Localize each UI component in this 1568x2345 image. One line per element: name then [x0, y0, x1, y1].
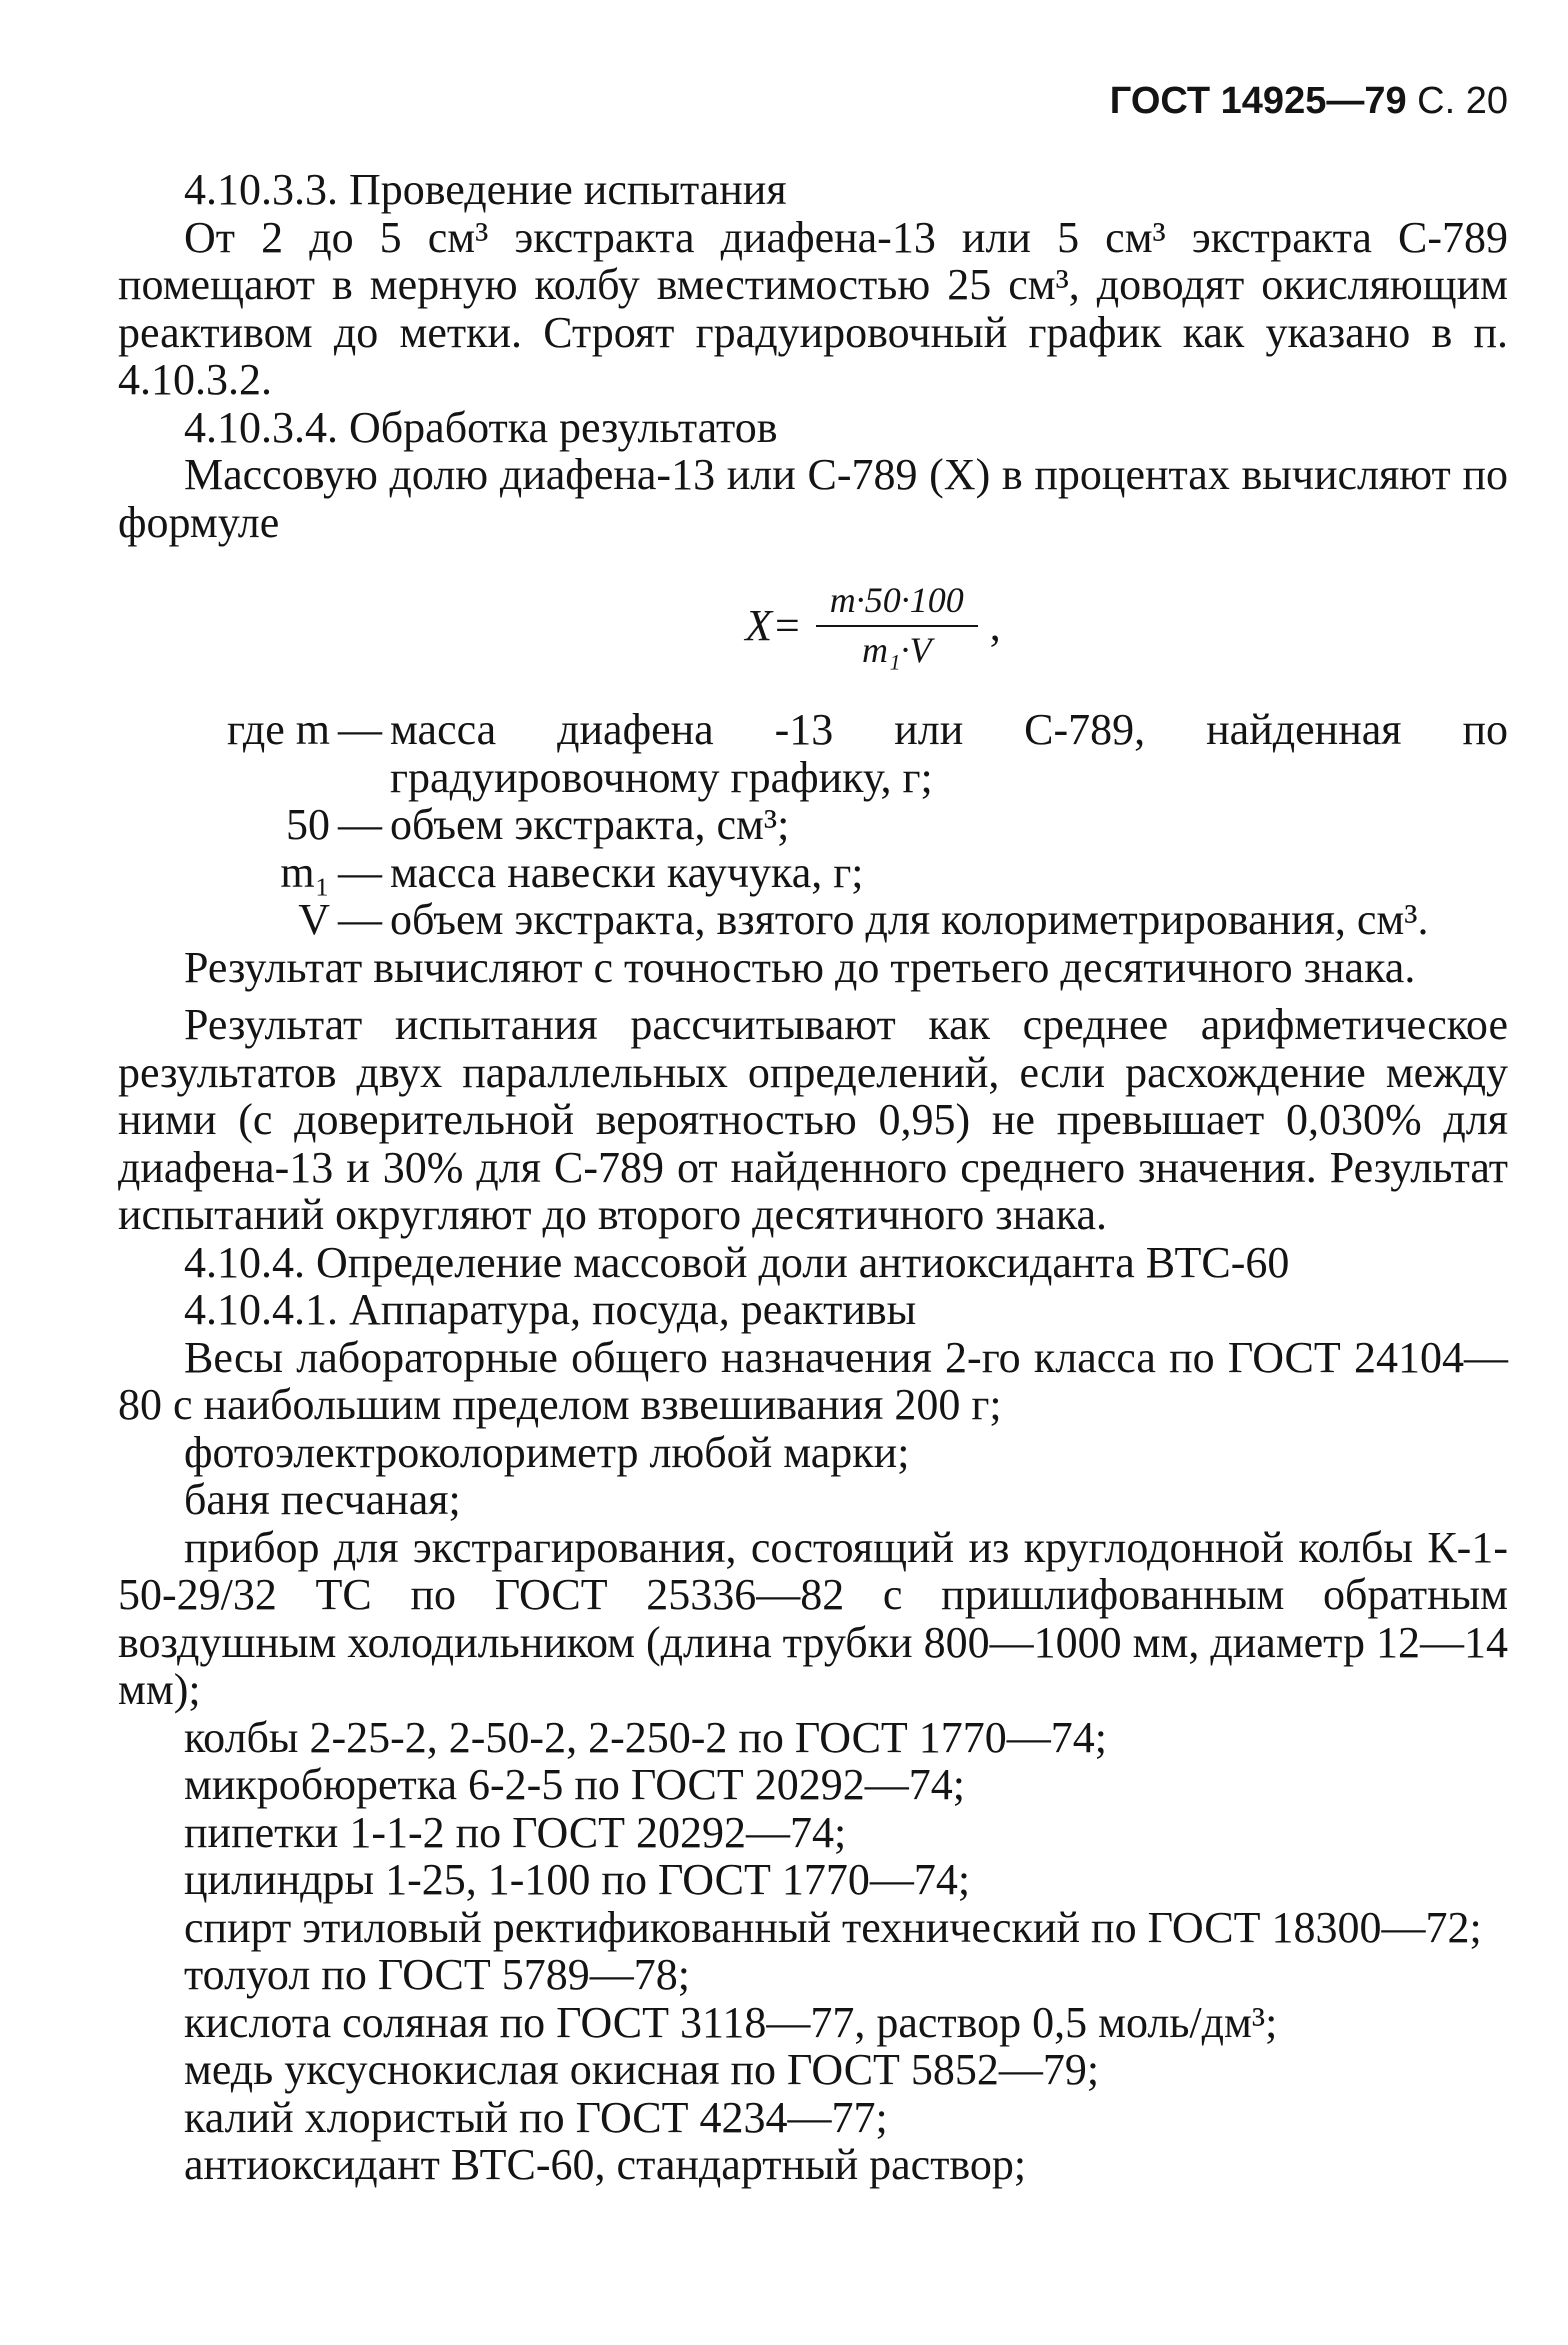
paragraph-formula-intro: Массовую долю диафена-13 или С-789 (X) в процентах вычисляют по формуле: [118, 450, 1508, 547]
formula-numerator: m·50·100: [816, 581, 978, 627]
document-body: [118, 166, 1508, 2189]
formula-comma: ,: [989, 601, 1001, 651]
list-item: баня песчаная;: [184, 1475, 461, 1524]
list-item: микробюретка 6-2-5 по ГОСТ 20292—74;: [184, 1760, 965, 1809]
definition-term: 50: [286, 800, 330, 849]
formula-denominator: m₁·V: [862, 630, 932, 670]
definition-row: [118, 801, 1508, 849]
section-heading-4-10-4-1: 4.10.4.1. Аппаратура, посуда, реактивы: [184, 1285, 917, 1334]
formula-lhs: X=: [745, 601, 802, 651]
list-item: Весы лабораторные общего назначения 2-го класса по ГОСТ 24104—80 с наибольшим пределом взвешивания 200 г;: [118, 1332, 1508, 1429]
definition-dash: —: [338, 847, 382, 897]
page-number: С. 20: [1417, 80, 1508, 122]
list-item: прибор для экстрагирования, состоящий из круглодонной колбы К-1-50-29/32 ТС по ГОСТ 25336—82 с пришлифованным обратным воздушным холодильником (длина трубки 800—1000 мм, диаметр 12—14 мм);: [118, 1522, 1508, 1714]
list-item: спирт этиловый ректификованный технический по ГОСТ 18300—72;: [184, 1902, 1482, 1952]
mass-fraction-formula: [238, 576, 1508, 676]
definition-desc: объем экстракта, взятого для колориметрирования, см³.: [390, 895, 1429, 944]
definition-term: m₁: [280, 847, 330, 897]
list-item: пипетки 1-1-2 по ГОСТ 20292—74;: [184, 1807, 847, 1857]
section-heading-4-10-3-3: 4.10.3.3. Проведение испытания: [184, 165, 787, 214]
list-item: кислота соляная по ГОСТ 3118—77, раствор 0,5 моль/дм³;: [184, 1997, 1278, 2047]
list-item: антиоксидант ВТС-60, стандартный раствор;: [184, 2140, 1027, 2189]
paragraph-precision: Результат вычисляют с точностью до третьего десятичного знака.: [184, 942, 1416, 992]
list-item: цилиндры 1-25, 1-100 по ГОСТ 1770—74;: [184, 1855, 971, 1904]
standard-code: ГОСТ 14925—79: [1109, 80, 1407, 122]
paragraph-test-procedure: От 2 до 5 см³ экстракта диафена-13 или 5 см³ экстракта С-789 помещают в мерную колбу вместимостью 25 см³, доводят окисляющим реактивом до метки. Строят градуировочный график как указано в п. 4.10.3.2.: [118, 212, 1508, 404]
list-item: толуол по ГОСТ 5789—78;: [184, 1950, 690, 1999]
page-header: [118, 82, 1508, 120]
list-item: колбы 2-25-2, 2-50-2, 2-250-2 по ГОСТ 1770—74;: [184, 1712, 1108, 1762]
section-heading-4-10-3-4: 4.10.3.4. Обработка результатов: [184, 402, 778, 452]
definition-dash: —: [338, 800, 382, 849]
definition-term: где m: [227, 705, 330, 754]
definition-row: [118, 896, 1508, 944]
section-heading-4-10-4: 4.10.4. Определение массовой доли антиоксиданта ВТС-60: [184, 1237, 1290, 1287]
document-page: [118, 82, 1508, 2189]
formula-fraction: [816, 581, 978, 670]
definition-desc: масса диафена -13 или С-789, найденная по градуировочному графику, г;: [390, 705, 1508, 802]
list-item: калий хлористый по ГОСТ 4234—77;: [184, 2092, 888, 2142]
definition-row: [118, 849, 1508, 897]
definition-row: [118, 706, 1508, 801]
definition-desc: объем экстракта, см³;: [390, 800, 790, 849]
paragraph-result-calculation: Результат испытания рассчитывают как среднее арифметическое результатов двух параллельных определений, если расхождение между ними (с доверительной вероятностью 0,95) не превышает 0,030% для диафена-13 и 30% для С-789 от найденного среднего значения. Результат испытаний округляют до второго десятичного знака.: [118, 1000, 1508, 1239]
definition-desc: масса навески каучука, г;: [390, 847, 864, 897]
list-item: медь уксуснокислая окисная по ГОСТ 5852—79;: [184, 2045, 1100, 2094]
definition-dash: —: [338, 705, 382, 754]
definition-term: V: [298, 895, 330, 944]
formula-definitions: [118, 706, 1508, 944]
list-item: фотоэлектроколориметр любой марки;: [184, 1427, 910, 1477]
definition-dash: —: [338, 895, 382, 944]
